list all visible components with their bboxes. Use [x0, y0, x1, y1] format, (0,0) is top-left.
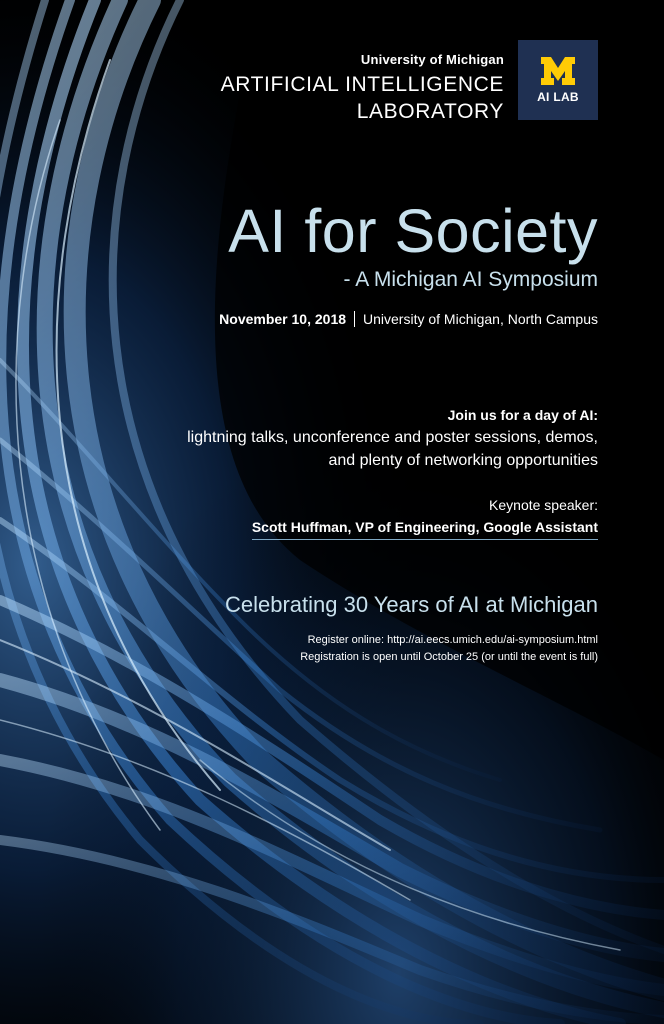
registration-info: [300, 632, 598, 666]
block-m-icon: [540, 56, 576, 86]
event-title: AI for Society: [228, 197, 598, 265]
keynote-label: Keynote speaker:: [489, 497, 598, 513]
join-line-1: lightning talks, unconference and poster sessions, demos,: [187, 429, 598, 446]
keynote-underline: [252, 539, 598, 540]
event-location: University of Michigan, North Campus: [363, 311, 598, 327]
event-date: November 10, 2018: [219, 311, 347, 327]
logo-label: AI LAB: [537, 90, 579, 104]
register-online-text: Register online: http://ai.eecs.umich.edu/ai-symposium.html: [307, 634, 598, 646]
date-location-line: [219, 311, 598, 327]
lab-name-line2: LABORATORY: [356, 100, 504, 123]
divider: [354, 311, 355, 327]
keynote-section: [252, 494, 598, 538]
ai-lab-logo: [518, 40, 598, 120]
university-name: University of Michigan: [360, 52, 504, 67]
registration-deadline-text: Registration is open until October 25 (or until the event is full): [300, 651, 598, 663]
lab-header: [221, 40, 598, 125]
join-line-2: and plenty of networking opportunities: [328, 452, 598, 469]
join-heading: Join us for a day of AI:: [447, 407, 598, 423]
celebration-tagline: Celebrating 30 Years of AI at Michigan: [224, 592, 598, 617]
keynote-speaker: Scott Huffman, VP of Engineering, Google Assistant: [251, 519, 598, 535]
join-section: [187, 404, 598, 472]
event-subtitle: - A Michigan AI Symposium: [343, 268, 598, 291]
lab-name-line1: ARTIFICIAL INTELLIGENCE: [220, 73, 504, 96]
lab-name-block: [221, 40, 504, 125]
